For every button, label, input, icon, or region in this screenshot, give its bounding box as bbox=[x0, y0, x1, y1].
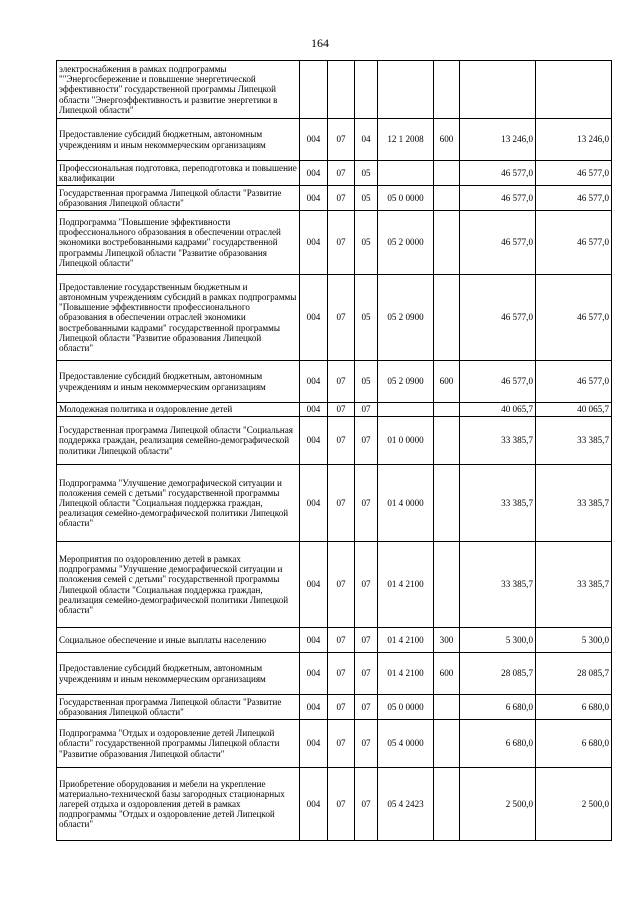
amount-cell-1: 13 246,0 bbox=[460, 119, 536, 161]
amount-cell-1: 46 577,0 bbox=[460, 361, 536, 403]
ved-code-cell: 004 bbox=[300, 403, 328, 417]
row-name-cell: Предоставление субсидий бюджетным, автономным учреждениям и иным некоммерческим организациям bbox=[57, 653, 300, 695]
ved-code-cell: 004 bbox=[300, 417, 328, 465]
table-row bbox=[57, 542, 612, 628]
section-code-cell: 07 bbox=[328, 119, 355, 161]
amount-cell-2: 46 577,0 bbox=[536, 211, 612, 275]
row-name-cell: Подпрограмма "Повышение эффективности профессионального образования в обеспечении отраслей экономики востребованными кадрами" государственной программы Липецкой области "Развитие образования Липецкой области" bbox=[57, 211, 300, 275]
target-article-cell bbox=[378, 61, 434, 119]
subsection-code-cell: 07 bbox=[355, 720, 378, 768]
subsection-code-cell bbox=[355, 61, 378, 119]
row-name-cell: Профессиональная подготовка, переподготовка и повышение квалификации bbox=[57, 161, 300, 186]
budget-table bbox=[56, 60, 612, 841]
expense-type-cell bbox=[434, 542, 460, 628]
amount-cell-1: 33 385,7 bbox=[460, 417, 536, 465]
amount-cell-1: 5 300,0 bbox=[460, 628, 536, 653]
subsection-code-cell: 07 bbox=[355, 653, 378, 695]
table-row bbox=[57, 465, 612, 542]
row-name-cell: Государственная программа Липецкой области "Развитие образования Липецкой области" bbox=[57, 186, 300, 211]
amount-cell-1: 6 680,0 bbox=[460, 695, 536, 720]
subsection-code-cell: 07 bbox=[355, 628, 378, 653]
amount-cell-1: 46 577,0 bbox=[460, 161, 536, 186]
amount-cell-1: 46 577,0 bbox=[460, 211, 536, 275]
table-row bbox=[57, 628, 612, 653]
table-row bbox=[57, 361, 612, 403]
expense-type-cell: 600 bbox=[434, 361, 460, 403]
ved-code-cell: 004 bbox=[300, 161, 328, 186]
subsection-code-cell: 05 bbox=[355, 186, 378, 211]
amount-cell-2: 40 065,7 bbox=[536, 403, 612, 417]
table-row bbox=[57, 186, 612, 211]
amount-cell-1: 2 500,0 bbox=[460, 768, 536, 841]
expense-type-cell bbox=[434, 211, 460, 275]
table-row bbox=[57, 417, 612, 465]
expense-type-cell: 300 bbox=[434, 628, 460, 653]
target-article-cell: 05 2 0000 bbox=[378, 211, 434, 275]
section-code-cell: 07 bbox=[328, 161, 355, 186]
table-row bbox=[57, 161, 612, 186]
row-name-cell: электроснабжения в рамках подпрограммы ""Энергосбережение и повышение энергетической эффективности" государственной программы Липецкой области "Энергоэффективность и развитие энергетики в Липецкой области" bbox=[57, 61, 300, 119]
row-name-cell: Предоставление субсидий бюджетным, автономным учреждениям и иным некоммерческим организациям bbox=[57, 119, 300, 161]
subsection-code-cell: 05 bbox=[355, 161, 378, 186]
ved-code-cell: 004 bbox=[300, 542, 328, 628]
page-number: 164 bbox=[311, 36, 329, 50]
section-code-cell: 07 bbox=[328, 720, 355, 768]
amount-cell-2: 6 680,0 bbox=[536, 720, 612, 768]
amount-cell-2: 33 385,7 bbox=[536, 542, 612, 628]
table-row bbox=[57, 768, 612, 841]
row-name-cell: Государственная программа Липецкой области "Социальная поддержка граждан, реализация семейно-демографической политики Липецкой области" bbox=[57, 417, 300, 465]
section-code-cell: 07 bbox=[328, 628, 355, 653]
section-code-cell: 07 bbox=[328, 542, 355, 628]
target-article-cell: 01 4 0000 bbox=[378, 465, 434, 542]
table-row bbox=[57, 653, 612, 695]
target-article-cell: 01 4 2100 bbox=[378, 653, 434, 695]
amount-cell-1: 28 085,7 bbox=[460, 653, 536, 695]
subsection-code-cell: 05 bbox=[355, 361, 378, 403]
row-name-cell: Подпрограмма "Улучшение демографической ситуации и положения семей с детьми" государственной программы Липецкой области "Социальная поддержка граждан, реализация семейно-демографической политики Липецкой области" bbox=[57, 465, 300, 542]
target-article-cell: 12 1 2008 bbox=[378, 119, 434, 161]
expense-type-cell bbox=[434, 275, 460, 361]
section-code-cell: 07 bbox=[328, 695, 355, 720]
amount-cell-1: 33 385,7 bbox=[460, 465, 536, 542]
amount-cell-2: 46 577,0 bbox=[536, 161, 612, 186]
amount-cell-2: 13 246,0 bbox=[536, 119, 612, 161]
target-article-cell: 05 0 0000 bbox=[378, 695, 434, 720]
subsection-code-cell: 07 bbox=[355, 768, 378, 841]
amount-cell-2: 46 577,0 bbox=[536, 275, 612, 361]
ved-code-cell: 004 bbox=[300, 119, 328, 161]
ved-code-cell: 004 bbox=[300, 768, 328, 841]
row-name-cell: Предоставление субсидий бюджетным, автономным учреждениям и иным некоммерческим организациям bbox=[57, 361, 300, 403]
ved-code-cell: 004 bbox=[300, 361, 328, 403]
row-name-cell: Социальное обеспечение и иные выплаты населению bbox=[57, 628, 300, 653]
section-code-cell: 07 bbox=[328, 361, 355, 403]
target-article-cell: 05 4 2423 bbox=[378, 768, 434, 841]
table-row bbox=[57, 119, 612, 161]
expense-type-cell bbox=[434, 720, 460, 768]
target-article-cell: 05 2 0900 bbox=[378, 275, 434, 361]
section-code-cell: 07 bbox=[328, 275, 355, 361]
table-row bbox=[57, 403, 612, 417]
row-name-cell: Молодежная политика и оздоровление детей bbox=[57, 403, 300, 417]
expense-type-cell bbox=[434, 61, 460, 119]
section-code-cell: 07 bbox=[328, 417, 355, 465]
amount-cell-1: 33 385,7 bbox=[460, 542, 536, 628]
subsection-code-cell: 07 bbox=[355, 695, 378, 720]
table-row bbox=[57, 720, 612, 768]
amount-cell-1: 40 065,7 bbox=[460, 403, 536, 417]
section-code-cell: 07 bbox=[328, 211, 355, 275]
subsection-code-cell: 05 bbox=[355, 211, 378, 275]
section-code-cell: 07 bbox=[328, 653, 355, 695]
amount-cell-1: 6 680,0 bbox=[460, 720, 536, 768]
expense-type-cell bbox=[434, 403, 460, 417]
table-row bbox=[57, 211, 612, 275]
expense-type-cell: 600 bbox=[434, 119, 460, 161]
amount-cell-2: 46 577,0 bbox=[536, 186, 612, 211]
amount-cell-1: 46 577,0 bbox=[460, 275, 536, 361]
expense-type-cell bbox=[434, 465, 460, 542]
section-code-cell bbox=[328, 61, 355, 119]
table-row bbox=[57, 61, 612, 119]
amount-cell-2: 6 680,0 bbox=[536, 695, 612, 720]
amount-cell-2: 33 385,7 bbox=[536, 465, 612, 542]
amount-cell-2: 28 085,7 bbox=[536, 653, 612, 695]
target-article-cell: 01 0 0000 bbox=[378, 417, 434, 465]
subsection-code-cell: 04 bbox=[355, 119, 378, 161]
section-code-cell: 07 bbox=[328, 403, 355, 417]
target-article-cell: 01 4 2100 bbox=[378, 542, 434, 628]
row-name-cell: Приобретение оборудования и мебели на укрепление материально-технической базы загородных стационарных лагерей отдыха и оздоровления детей в рамках подпрограммы "Отдых и оздоровление детей Липецкой области" bbox=[57, 768, 300, 841]
section-code-cell: 07 bbox=[328, 768, 355, 841]
section-code-cell: 07 bbox=[328, 465, 355, 542]
subsection-code-cell: 07 bbox=[355, 542, 378, 628]
expense-type-cell bbox=[434, 186, 460, 211]
ved-code-cell: 004 bbox=[300, 186, 328, 211]
row-name-cell: Государственная программа Липецкой области "Развитие образования Липецкой области" bbox=[57, 695, 300, 720]
amount-cell-1 bbox=[460, 61, 536, 119]
subsection-code-cell: 07 bbox=[355, 417, 378, 465]
target-article-cell bbox=[378, 403, 434, 417]
amount-cell-1: 46 577,0 bbox=[460, 186, 536, 211]
ved-code-cell: 004 bbox=[300, 695, 328, 720]
ved-code-cell: 004 bbox=[300, 653, 328, 695]
expense-type-cell bbox=[434, 417, 460, 465]
ved-code-cell: 004 bbox=[300, 211, 328, 275]
expense-type-cell bbox=[434, 768, 460, 841]
amount-cell-2 bbox=[536, 61, 612, 119]
expense-type-cell: 600 bbox=[434, 653, 460, 695]
target-article-cell: 05 4 0000 bbox=[378, 720, 434, 768]
table-row bbox=[57, 275, 612, 361]
target-article-cell: 05 0 0000 bbox=[378, 186, 434, 211]
section-code-cell: 07 bbox=[328, 186, 355, 211]
amount-cell-2: 5 300,0 bbox=[536, 628, 612, 653]
row-name-cell: Подпрограмма "Отдых и оздоровление детей Липецкой области" государственной программы Липецкой области "Развитие образования Липецкой области" bbox=[57, 720, 300, 768]
table-body bbox=[57, 61, 612, 841]
expense-type-cell bbox=[434, 695, 460, 720]
expense-type-cell bbox=[434, 161, 460, 186]
amount-cell-2: 46 577,0 bbox=[536, 361, 612, 403]
row-name-cell: Предоставление государственным бюджетным и автономным учреждениям субсидий в рамках подпрограммы "Повышение эффективности профессионального образования в обеспечении отраслей экономики востребованными кадрами" государственной программы Липецкой области "Развитие образования Липецкой области" bbox=[57, 275, 300, 361]
subsection-code-cell: 07 bbox=[355, 403, 378, 417]
target-article-cell: 01 4 2100 bbox=[378, 628, 434, 653]
ved-code-cell: 004 bbox=[300, 275, 328, 361]
ved-code-cell: 004 bbox=[300, 628, 328, 653]
subsection-code-cell: 05 bbox=[355, 275, 378, 361]
row-name-cell: Мероприятия по оздоровлению детей в рамках подпрограммы "Улучшение демографической ситуации и положения семей с детьми" государственной программы Липецкой области "Социальная поддержка граждан, реализация семейно-демографической политики Липецкой области" bbox=[57, 542, 300, 628]
table-row bbox=[57, 695, 612, 720]
ved-code-cell: 004 bbox=[300, 465, 328, 542]
ved-code-cell bbox=[300, 61, 328, 119]
amount-cell-2: 2 500,0 bbox=[536, 768, 612, 841]
ved-code-cell: 004 bbox=[300, 720, 328, 768]
amount-cell-2: 33 385,7 bbox=[536, 417, 612, 465]
subsection-code-cell: 07 bbox=[355, 465, 378, 542]
target-article-cell bbox=[378, 161, 434, 186]
target-article-cell: 05 2 0900 bbox=[378, 361, 434, 403]
